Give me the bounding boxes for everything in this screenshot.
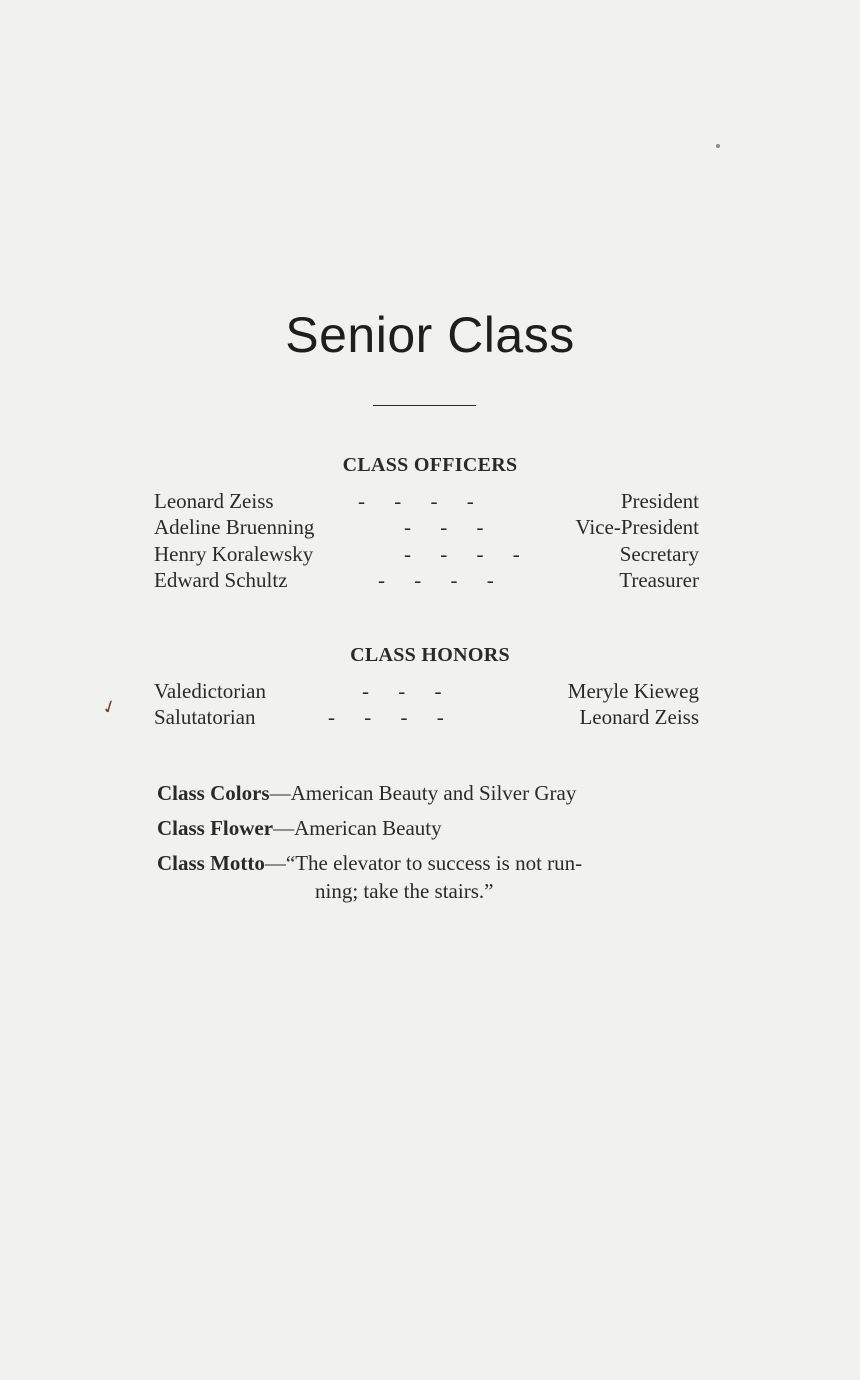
class-flower-label: Class Flower (157, 816, 274, 840)
officer-name: Henry Koralewsky (154, 542, 314, 566)
paper-speck (716, 144, 720, 148)
check-mark-icon: ✓ (98, 695, 120, 720)
leader-dashes: - - - - (378, 568, 494, 592)
officer-role: Secretary (619, 542, 699, 566)
class-motto-continuation: ning; take the stairs.” (315, 879, 494, 903)
officer-name: Edward Schultz (154, 568, 288, 592)
class-motto-label: Class Motto (157, 851, 265, 875)
class-motto-text: —“The elevator to success is not run- (264, 851, 583, 875)
class-motto (157, 849, 702, 877)
officer-row (154, 514, 699, 540)
officer-row (154, 567, 699, 593)
honor-row (154, 704, 699, 730)
honor-title: Salutatorian (154, 705, 256, 729)
leader-dashes: - - - (362, 679, 442, 703)
honor-recipient: Leonard Zeiss (579, 705, 699, 729)
class-colors-label: Class Colors (157, 781, 270, 805)
officer-name: Adeline Bruenning (154, 515, 315, 539)
officer-role: President (620, 489, 699, 513)
officer-name: Leonard Zeiss (154, 489, 274, 513)
title-divider (373, 405, 476, 406)
officer-row (154, 541, 699, 567)
officer-role: Vice-President (575, 515, 699, 539)
class-flower-text: —American Beauty (273, 816, 442, 840)
leader-dashes: - - - (404, 515, 484, 539)
class-colors (157, 779, 702, 807)
honor-recipient: Meryle Kieweg (567, 679, 699, 703)
officer-row (154, 488, 699, 514)
honor-row (154, 678, 699, 704)
officers-heading: CLASS OFFICERS (342, 454, 518, 476)
leader-dashes: - - - - (328, 705, 444, 729)
leader-dashes: - - - - (404, 542, 520, 566)
honor-title: Valedictorian (154, 679, 266, 703)
officer-role: Treasurer (619, 568, 699, 592)
page-title: Senior Class (285, 307, 575, 363)
honors-heading: CLASS HONORS (350, 644, 510, 666)
class-colors-text: —American Beauty and Silver Gray (269, 781, 577, 805)
class-flower (157, 814, 702, 842)
leader-dashes: - - - - (358, 489, 474, 513)
